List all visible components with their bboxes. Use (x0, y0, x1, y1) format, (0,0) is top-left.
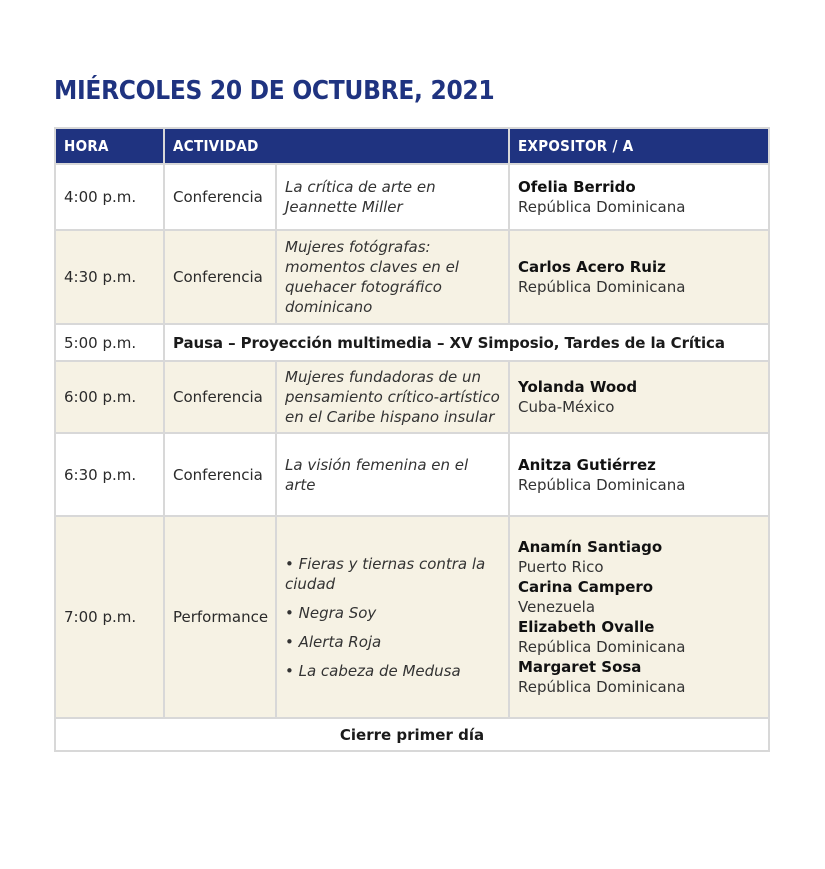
topic-item: • Fieras y tiernas contra la ciudad (285, 554, 486, 593)
table-row (55, 718, 769, 751)
page-title: MIÉRCOLES 20 DE OCTUBRE, 2021 (54, 76, 495, 106)
speaker-name: Yolanda Wood (518, 378, 638, 396)
row-topic: Mujeres fundadoras de un pensamiento crítico-artístico en el Caribe hispano insular (276, 361, 509, 433)
header-hora: HORA (55, 128, 164, 164)
topic-item: • Alerta Roja (285, 632, 382, 651)
speaker-name: Margaret Sosa (518, 658, 642, 676)
table-row (55, 324, 769, 361)
row-time: 7:00 p.m. (55, 516, 164, 718)
header-actividad: ACTIVIDAD (164, 128, 509, 164)
row-speaker (509, 164, 769, 230)
row-time: 6:30 p.m. (55, 433, 164, 516)
row-topic: La visión femenina en el arte (276, 433, 509, 516)
row-speaker (509, 361, 769, 433)
row-topic: La crítica de arte en Jeannette Miller (276, 164, 509, 230)
header-expositor: EXPOSITOR / A (509, 128, 769, 164)
row-activity: Conferencia (164, 164, 276, 230)
speaker-country: Cuba-México (518, 398, 615, 416)
speaker-name: Ofelia Berrido (518, 178, 636, 196)
row-time: 5:00 p.m. (55, 324, 164, 361)
speaker-name: Anitza Gutiérrez (518, 455, 656, 474)
row-speaker (509, 230, 769, 324)
speaker-country: República Dominicana (518, 198, 686, 216)
row-time: 4:00 p.m. (55, 164, 164, 230)
topic-item: • La cabeza de Medusa (285, 661, 461, 680)
row-topic-list (276, 516, 509, 718)
schedule-table (54, 127, 770, 752)
row-activity: Conferencia (164, 361, 276, 433)
speaker-name: Carina Campero (518, 578, 654, 596)
row-time: 4:30 p.m. (55, 230, 164, 324)
row-activity: Performance (164, 516, 276, 718)
table-row (55, 433, 769, 516)
row-speakers (509, 516, 769, 718)
table-row (55, 361, 769, 433)
speaker-name: Anamín Santiago (518, 538, 663, 556)
row-activity: Conferencia (164, 433, 276, 516)
speaker-country: República Dominicana (518, 638, 686, 656)
speaker-name: Elizabeth Ovalle (518, 618, 655, 636)
row-activity: Conferencia (164, 230, 276, 324)
table-row (55, 230, 769, 324)
speaker-country: República Dominicana (518, 278, 686, 296)
speaker-country: República Dominicana (518, 678, 686, 696)
table-row (55, 164, 769, 230)
row-time: 6:00 p.m. (55, 361, 164, 433)
speaker-country: Venezuela (518, 598, 596, 616)
table-row (55, 516, 769, 718)
closing-text: Cierre primer día (55, 718, 769, 751)
speaker-country: Puerto Rico (518, 558, 604, 576)
speaker-name: Carlos Acero Ruiz (518, 258, 666, 276)
speaker-country: República Dominicana (518, 475, 686, 494)
pause-text: Pausa – Proyección multimedia – XV Simposio, Tardes de la Crítica (164, 324, 769, 361)
topic-item: • Negra Soy (285, 603, 377, 622)
row-speaker (509, 433, 769, 516)
row-topic: Mujeres fotógrafas: momentos claves en el quehacer fotográfico dominicano (276, 230, 509, 324)
header-row (55, 128, 769, 164)
